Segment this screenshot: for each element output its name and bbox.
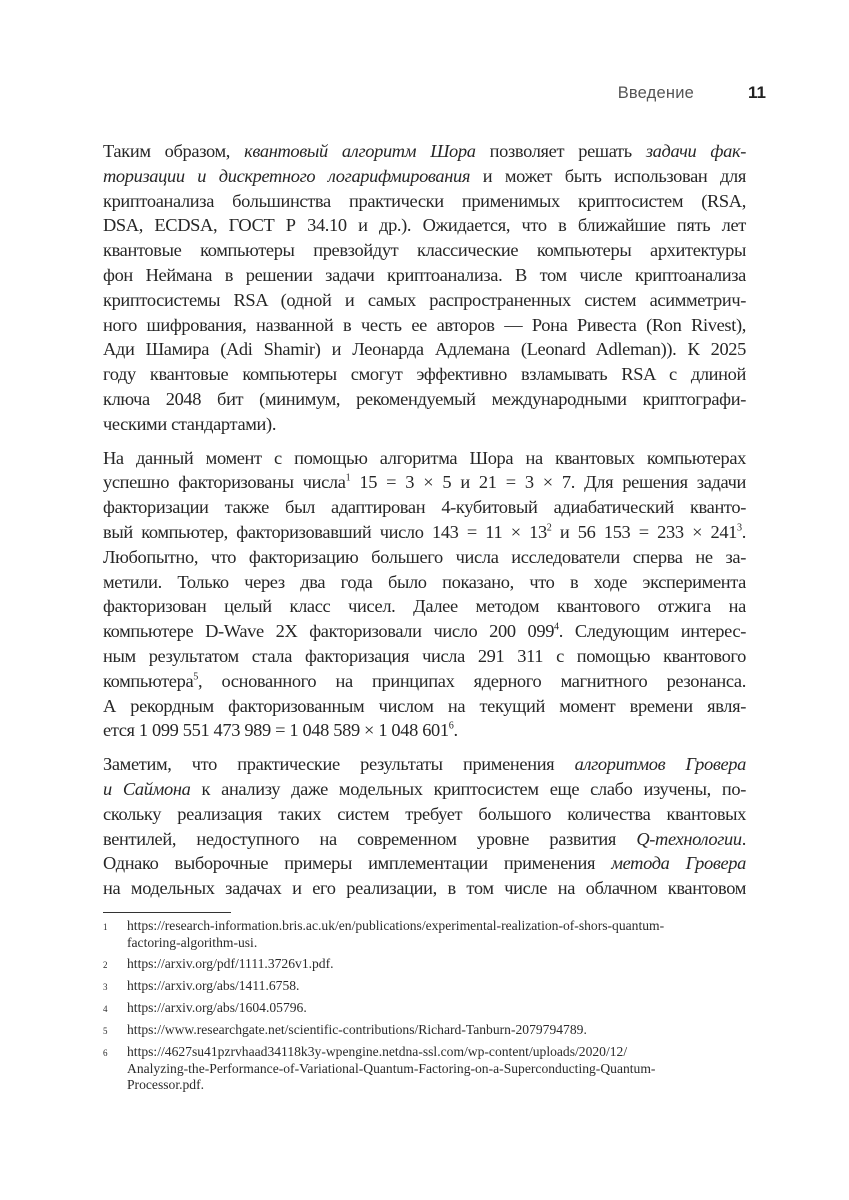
footnote-number: 4 bbox=[103, 1004, 108, 1014]
text-line: году квантовые компьютеры смогут эффективно взламывать RSA с длиной bbox=[103, 364, 746, 385]
footnote-reference[interactable]: 3 bbox=[737, 522, 742, 534]
footnote-number: 5 bbox=[103, 1026, 108, 1036]
footnote-reference[interactable]: 5 bbox=[193, 671, 198, 683]
emphasis-term: квантовый алгоритм Шора bbox=[244, 141, 476, 161]
text-line: факторизован целый класс чисел. Далее методом квантового отжига на bbox=[103, 596, 746, 617]
emphasis-term: и Саймона bbox=[103, 778, 191, 799]
footnote-reference[interactable]: 6 bbox=[448, 720, 454, 732]
text-line: вый компьютер, факторизовавший число $143 = 11 \times 13^2$ и 56 $153 = 233 \times 241^3$. bbox=[103, 521, 746, 542]
footnote-number: 2 bbox=[103, 960, 108, 970]
text-line: криптосистемы RSA (одной и самых распространенных систем асимметрич- bbox=[103, 289, 746, 310]
paragraph bbox=[103, 446, 746, 744]
footnote-item bbox=[103, 1022, 748, 1039]
footnote-link[interactable]: https://arxiv.org/pdf/1111.3726v1.pdf. bbox=[127, 956, 334, 971]
text-line: Таким образом, квантовый алгоритм Шора позволяет решать задачи фак- bbox=[103, 141, 746, 161]
text-line: торизации и дискретного логарифмирования и может быть использован для bbox=[103, 165, 746, 186]
footnote-reference[interactable]: 1 bbox=[345, 472, 351, 484]
text-line: ческими стандартами). bbox=[103, 413, 277, 434]
emphasis-term: задачи фак- bbox=[645, 141, 746, 161]
footnote-item bbox=[103, 978, 748, 995]
footnote-link[interactable]: https://arxiv.org/abs/1411.6758. bbox=[127, 978, 300, 993]
main-text bbox=[103, 139, 746, 910]
emphasis-term: Q-технологии bbox=[636, 828, 742, 849]
footnote-item bbox=[103, 1044, 748, 1094]
text-line: Заметим, что практические результаты применения алгоритмов Гровера bbox=[103, 754, 746, 775]
footnote-number: 1 bbox=[103, 922, 108, 932]
footnotes bbox=[103, 918, 748, 1099]
paragraph bbox=[103, 139, 746, 437]
text-line: скольку реализация таких систем требует большого количества квантовых bbox=[103, 803, 746, 824]
footnote-link[interactable]: https://arxiv.org/abs/1604.05796. bbox=[127, 1000, 307, 1015]
footnote-link[interactable]: https://4627su41pzrvhaad34118k3y-wpengine.netdna-ssl.com/wp-content/uploads/2020/12/ Analyzing-the-Performance-of-Variational-Quantum-Factoring-on-a-Superconducting-Quantum- Processor.pdf. bbox=[127, 1044, 656, 1092]
footnote-reference[interactable]: 2 bbox=[546, 522, 552, 534]
footnote-number: 6 bbox=[103, 1048, 108, 1058]
text-line: DSA, ECDSA, ГОСТ Р 34.10 и др.). Ожидается, что в ближайшие пять лет bbox=[103, 215, 746, 236]
emphasis-term: торизации и дискретного логарифмирования bbox=[103, 165, 471, 186]
footnote-item bbox=[103, 918, 748, 951]
footnote-number: 3 bbox=[103, 982, 108, 992]
footnote-link[interactable]: https://research-information.bris.ac.uk/en/publications/experimental-realization-of-shors-quantum- factoring-algorithm-usi. bbox=[127, 918, 665, 950]
text-line: вентилей, недоступного на современном уровне развития Q-технологии. bbox=[103, 828, 746, 849]
text-line: ключа 2048 бит (минимум, рекомендуемый международными криптографи- bbox=[103, 388, 746, 409]
footnote-link[interactable]: https://www.researchgate.net/scientific-contributions/Richard-Tanburn-2079794789. bbox=[127, 1022, 587, 1037]
text-line: криптоанализа большинства практически применимых криптосистем (RSA, bbox=[103, 190, 746, 211]
text-line: успешно факторизованы числа$^1$ 15 = 3 × 5 и 21 = 3 × 7. Для решения задачи bbox=[103, 472, 746, 493]
text-line: ным результатом стала факторизация числа 291 311 с помощью квантового bbox=[103, 645, 746, 666]
text-line: Ади Шамира (Adi Shamir) и Леонарда Адлемана (Leonard Adleman)). К 2025 bbox=[103, 339, 746, 360]
text-line: метили. Только через два года было показано, что в ходе эксперимента bbox=[103, 571, 746, 592]
section-title: Введение bbox=[617, 84, 694, 102]
footnote-item bbox=[103, 956, 748, 973]
text-line: и Саймона к анализу даже модельных криптосистем еще слабо изучены, по- bbox=[103, 778, 746, 799]
text-line: фон Неймана в решении задачи криптоанализа. В том числе криптоанализа bbox=[103, 264, 746, 285]
text-line: квантовые компьютеры превзойдут классические компьютеры архитектуры bbox=[103, 240, 746, 261]
footnote-separator bbox=[103, 912, 231, 913]
text-line: Однако выборочные примеры имплементации применения метода Гровера bbox=[103, 853, 746, 874]
text-line: На данный момент с помощью алгоритма Шора на квантовых компьютерах bbox=[103, 447, 746, 468]
footnote-item bbox=[103, 1000, 748, 1017]
page-number: 11 bbox=[748, 83, 766, 102]
text-line: факторизации также был адаптирован 4-кубитовый адиабатический кванто- bbox=[103, 497, 746, 518]
text-line: компьютере D-Wave 2X факторизовали число 200 $099^4$. Следующим интерес- bbox=[103, 621, 746, 642]
footnote-reference[interactable]: 4 bbox=[554, 621, 559, 633]
text-line: Любопытно, что факторизацию большего числа исследователи сперва не за- bbox=[103, 546, 746, 567]
text-line: ного шифрования, названной в честь ее авторов — Рона Ривеста (Ron Rivest), bbox=[103, 314, 746, 335]
emphasis-term: метода Гровера bbox=[611, 853, 746, 874]
text-line: на модельных задачах и его реализации, в том числе на облачном квантовом bbox=[103, 878, 746, 899]
text-line: А рекордным факторизованным числом на текущий момент времени явля- bbox=[103, 695, 746, 716]
text-line: компьютера$^5$, основанного на принципах ядерного магнитного резонанса. bbox=[103, 670, 746, 691]
running-header bbox=[560, 84, 766, 108]
paragraph bbox=[103, 752, 746, 901]
emphasis-term: алгоритмов Гровера bbox=[574, 754, 746, 775]
text-line: ется 1 099 551 473 989 = 1 048 589 × 1 048 $601^6$. bbox=[103, 720, 458, 741]
